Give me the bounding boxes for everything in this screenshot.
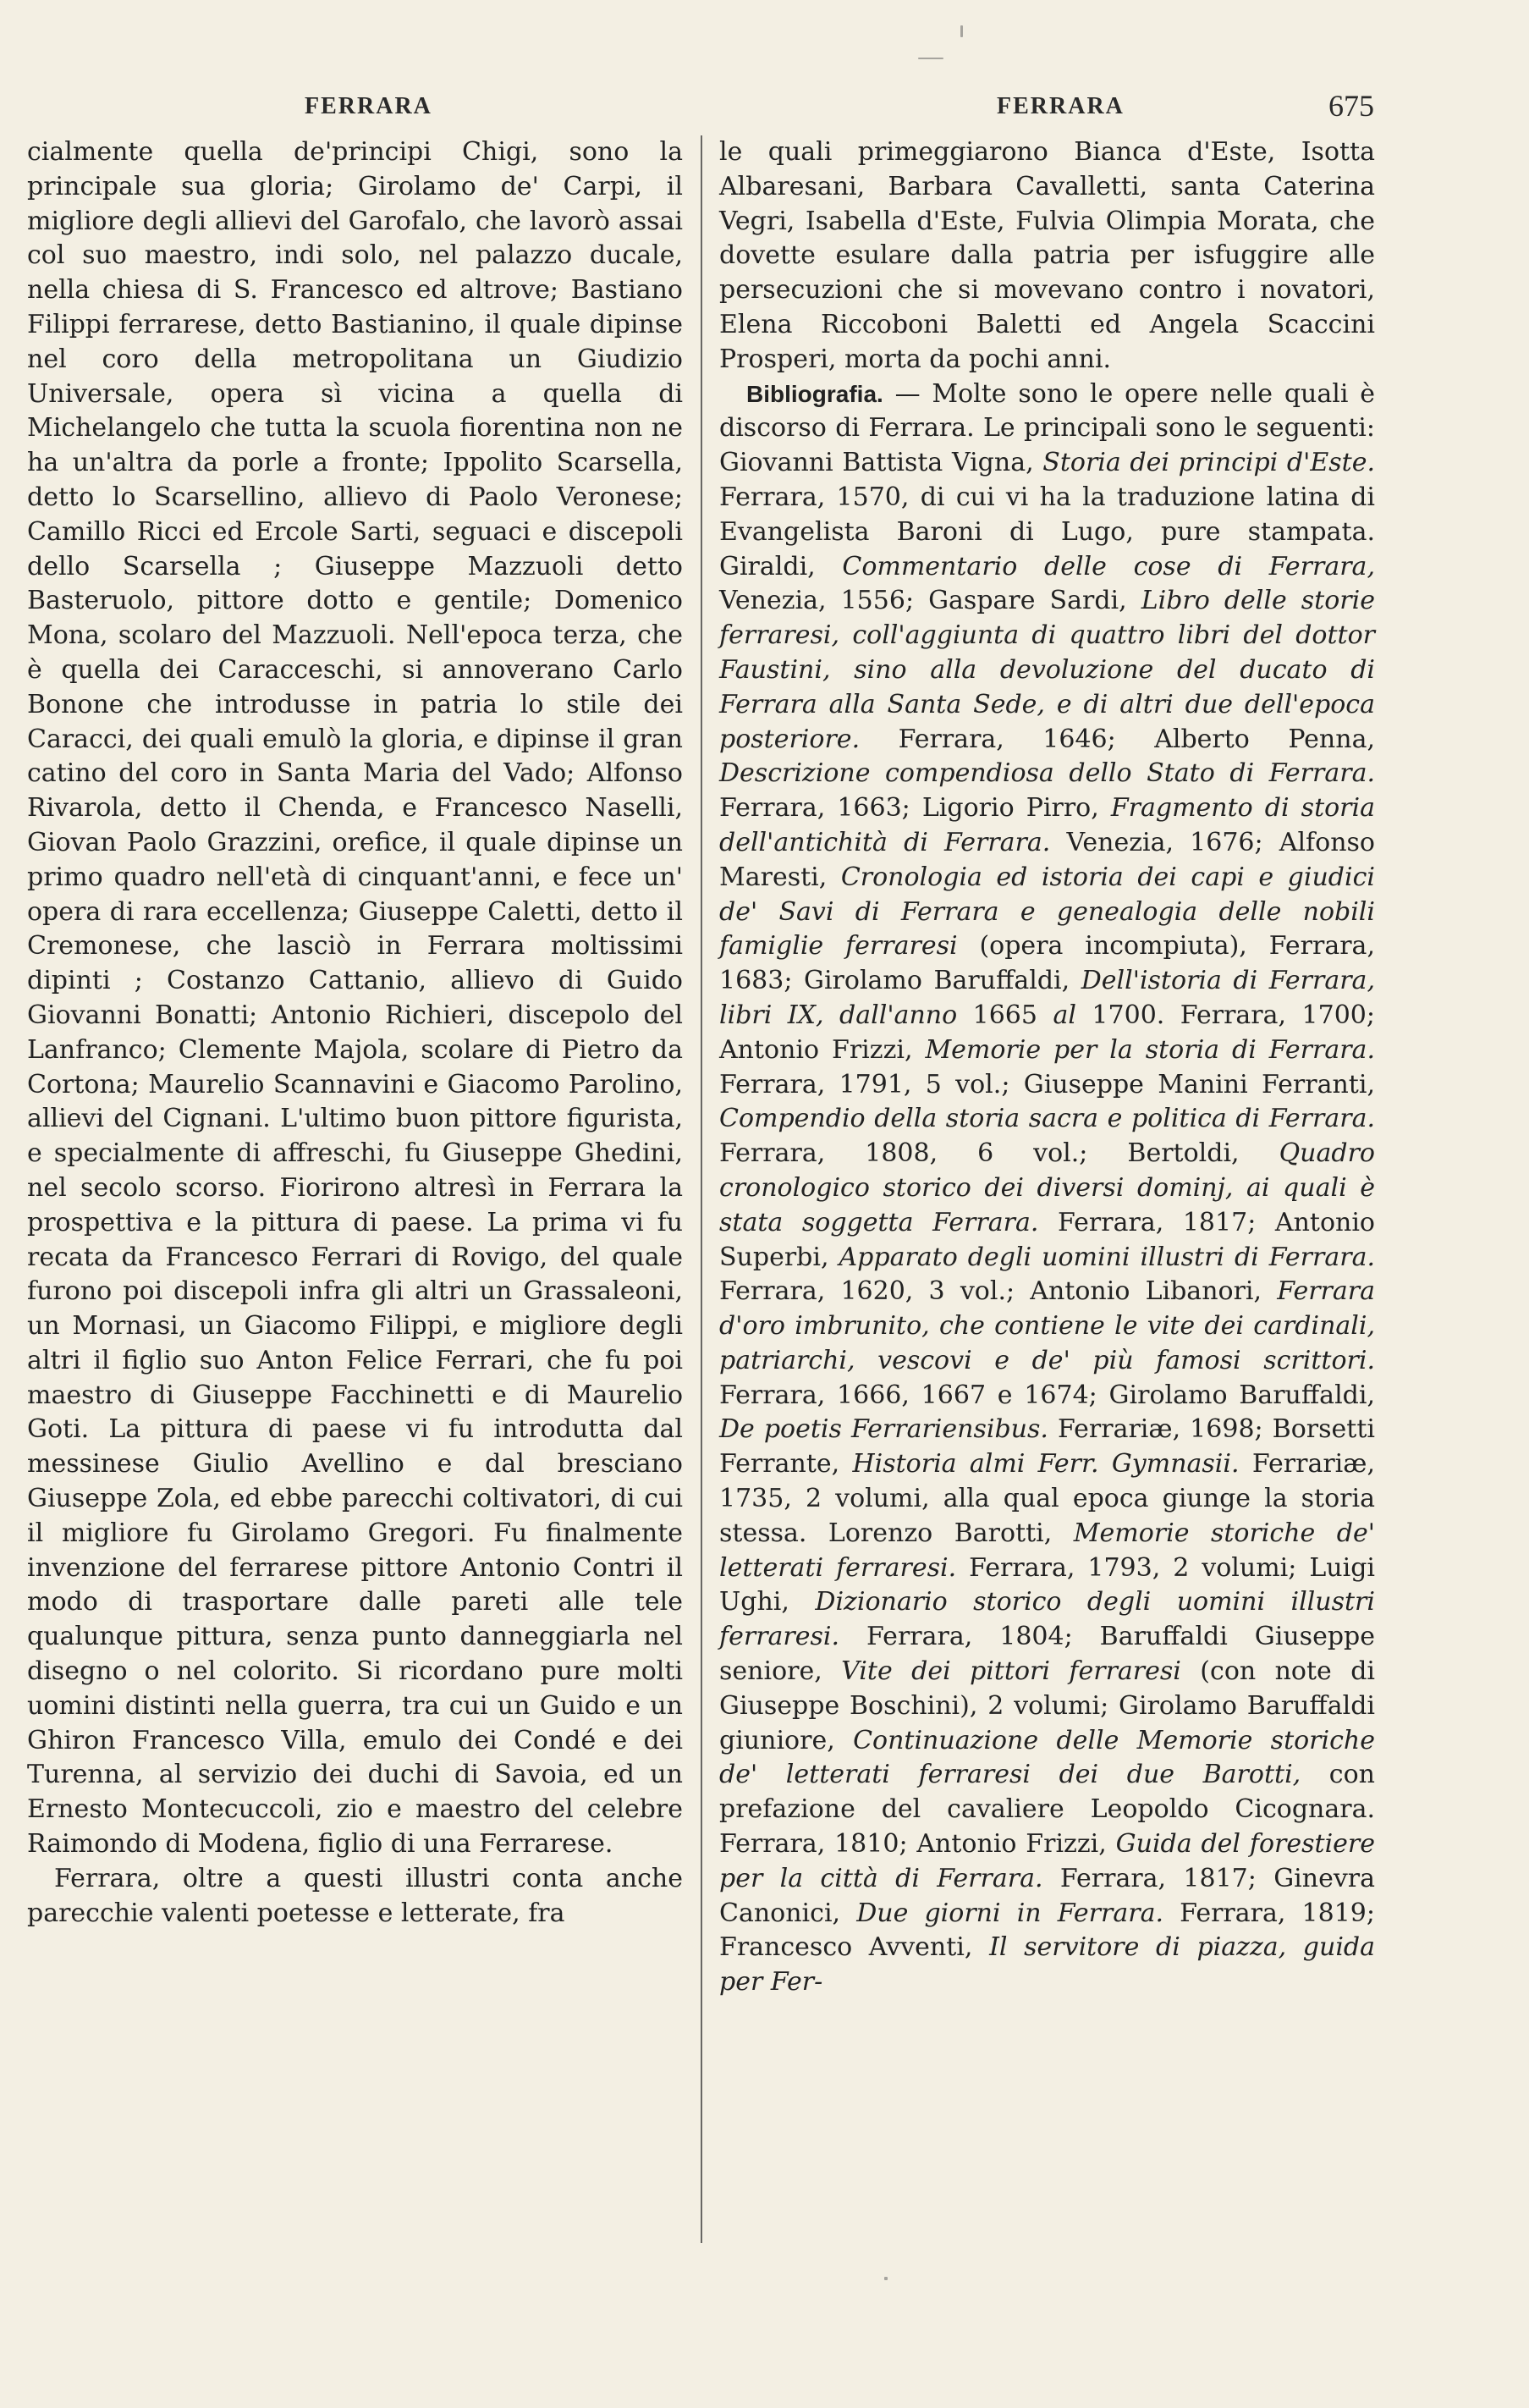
bibliography-text: Ferrara, 1804; Baruffaldi Giuseppe seniore,: [719, 1622, 1375, 1687]
bibliography-title: Il servitore di piazza, guida per Fer-: [719, 1932, 1376, 1997]
bibliography-text: Ferrara, 1808, 6 vol.; Bertoldi,: [719, 1138, 1279, 1169]
bibliography-title: Dizionario storico degli uomini illustri ferraresi.: [719, 1587, 1375, 1652]
bibliography-text: Ferrara, 1793, 2 volumi; Luigi Ughi,: [719, 1552, 1375, 1617]
bibliography-text: (con note di Giuseppe Boschini), 2 volumi; Girolamo Baruffaldi giuniore,: [719, 1656, 1375, 1755]
column-divider: [701, 135, 702, 2243]
running-head-right: FERRARA: [997, 93, 1125, 119]
paper-speck: [960, 25, 963, 37]
bibliography-title: Ferrara d'oro imbrunito, che contiene le vite dei cardinali, patriarchi, vescovi e de' più famosi scrittori.: [719, 1276, 1375, 1375]
bibliography-text: Ferrariæ, 1698; Borsetti Ferrante,: [719, 1414, 1375, 1480]
bibliography-title: Apparato degli uomini illustri di Ferrara.: [839, 1242, 1375, 1272]
bibliography-text: 1665: [957, 1000, 1053, 1030]
bibliography-title: Due giorni in Ferrara.: [856, 1898, 1164, 1928]
bibliography-text: Ferrara, 1620, 3 vol.; Antonio Libanori,: [719, 1276, 1278, 1307]
bibliography-text: Ferrara, 1666, 1667 e 1674; Girolamo Baruffaldi,: [719, 1380, 1375, 1410]
bibliography-title: Quadro cronologico storico dei diversi dominj, ai quali è stata soggetta Ferrara.: [719, 1138, 1375, 1237]
bibliography-text: — Molte sono le opere nelle quali è discorso di Ferrara. Le principali sono le seguenti: Giovanni Battista Vigna,: [719, 378, 1375, 478]
bibliography-text: (opera incompiuta), Ferrara, 1683; Girolamo Baruffaldi,: [719, 931, 1375, 996]
bibliography-text: Ferrara, 1817; Ginevra Canonici,: [719, 1863, 1375, 1928]
bibliography-text: Ferrara, 1646; Alberto Penna,: [860, 724, 1375, 754]
bibliography-title: Memorie storiche de' letterati ferraresi.: [719, 1518, 1375, 1583]
bibliography-title: Guida del forestiere per la città di Ferrara.: [719, 1829, 1376, 1893]
bibliography-text: Ferrara, 1663; Ligorio Pirro,: [719, 793, 1111, 824]
paper-speck: [884, 2277, 888, 2280]
page-number: 675: [1328, 89, 1374, 123]
bibliography-text: Venezia, 1676; Alfonso Maresti,: [719, 827, 1375, 892]
bibliography-title: Libro delle storie ferraresi, coll'aggiunta di quattro libri del dottor Faustini, sino alla devoluzione del ducato di Ferrara alla Santa Sede, e di altri due dell'epoca posteriore.: [719, 586, 1375, 754]
bibliography-title: De poetis Ferrariensibus.: [719, 1414, 1048, 1445]
bibliography-body: [719, 379, 1375, 1997]
right-column: [719, 135, 1375, 2000]
bibliography-title: Fragmento di storia dell'antichità di Ferrara.: [719, 793, 1376, 857]
bibliography-title: Continuazione delle Memorie storiche de' letterati ferraresi dei due Barotti,: [719, 1725, 1375, 1790]
bibliography-heading: Bibliografia.: [746, 380, 883, 407]
bibliography-title: Storia dei principi d'Este.: [1042, 448, 1375, 478]
right-paragraph-1: le quali primeggiarono Bianca d'Este, Isotta Albaresani, Barbara Cavalletti, santa Caterina Vegri, Isabella d'Este, Fulvia Olimpia Morata, che dovette esulare dalla patria per isfuggire alle persecuzioni che si movevano contro i novatori, Elena Riccoboni Baletti ed Angela Scaccini Prosperi, morta da pochi anni.: [719, 137, 1375, 374]
bibliography-text: Ferrara, 1817; Antonio Superbi,: [719, 1207, 1375, 1272]
left-paragraph-1: cialmente quella de'principi Chigi, sono la principale sua gloria; Girolamo de' Carpi, il migliore degli allievi del Garofalo, che lavorò assai col suo maestro, indi solo, nel palazzo ducale, nella chiesa di S. Francesco ed altrove; Bastiano Filippi ferrarese, detto Bastianino, il quale dipinse nel coro della metropolitana un Giudizio Universale, opera sì vicina a quella di Michelangelo che tutta la scuola fiorentina non ne ha un'altra da porle a fronte; Ippolito Scarsella, detto lo Scarsellino, allievo di Paolo Veronese; Camillo Ricci ed Ercole Sarti, seguaci e discepoli dello Scarsella ; Giuseppe Mazzuoli detto Basteruolo, pittore dotto e gentile; Domenico Mona, scolaro del Mazzuoli. Nell'epoca terza, che è quella dei Caracceschi, si annoverano Carlo Bonone che introdusse in patria lo stile dei Caracci, dei quali emulò la gloria, e dipinse il gran catino del coro in Santa Maria del Vado; Alfonso Rivarola, detto il Chenda, e Francesco Naselli, Giovan Paolo Grazzini, orefice, il quale dipinse un primo quadro nell'età di cinquant'anni, e fece un' opera di rara eccellenza; Giuseppe Caletti, detto il Cremonese, che lasciò in Ferrara moltissimi dipinti ; Costanzo Cattanio, allievo di Guido Giovanni Bonatti; Antonio Richieri, discepolo del Lanfranco; Clemente Majola, scolare di Pietro da Cortona; Maurelio Scannavini e Giacomo Parolino, allievi del Cignani. L'ultimo buon pittore figurista, e specialmente di affreschi, fu Giuseppe Ghedini, nel secolo scorso. Fiorirono altresì in Ferrara la prospettiva e la pittura di paese. La prima vi fu recata da Francesco Ferrari di Rovigo, del quale furono poi discepoli infra gli altri un Grassaleoni, un Mornasi, un Giacomo Filippi, e migliore degli altri il figlio suo Anton Felice Ferrari, che fu poi maestro di Giuseppe Facchinetti e di Maurelio Goti. La pittura di paese vi fu introdutta dal messinese Giulio Avellino e dal bresciano Giuseppe Zola, ed ebbe parecchi coltivatori, di cui il migliore fu Girolamo Gregori. Fu finalmente invenzione del ferrarese pittore Antonio Contri il modo di trasportare dalle pareti alle tele qualunque pittura, senza punto danneggiarla nel disegno o nel colorito. Si ricordano pure molti uomini distinti nella guerra, tra cui un Guido e un Ghiron Francesco Villa, emulo dei Condé e dei Turenna, al servizio dei duchi di Savoia, ed un Ernesto Montecuccoli, zio e maestro del celebre Raimondo di Modena, figlio di una Ferrarese.: [27, 137, 683, 1860]
bibliography-title: Dell'istoria di Ferrara, libri IX, dall'anno: [719, 966, 1375, 1030]
bibliography-title: Descrizione compendiosa dello Stato di Ferrara.: [719, 758, 1375, 789]
bibliography-title: Memorie per la storia di Ferrara.: [925, 1034, 1375, 1065]
bibliography-title: Compendio della storia sacra e politica di Ferrara.: [719, 1104, 1375, 1134]
bibliography-title: al: [1053, 1000, 1076, 1030]
bibliography-title: Historia almi Ferr. Gymnasii.: [852, 1449, 1240, 1480]
left-column: [27, 135, 683, 1931]
bibliography-title: Commentario delle cose di Ferrara,: [842, 551, 1375, 581]
bibliography-text: Ferrara, 1791, 5 vol.; Giuseppe Manini Ferranti,: [719, 1069, 1375, 1099]
paper-speck: [918, 58, 943, 59]
running-head-left: FERRARA: [305, 93, 432, 119]
bibliography-title: Cronologia ed istoria dei capi e giudici de' Savi di Ferrara e genealogia delle nobili famiglie ferraresi: [719, 862, 1375, 962]
bibliography-text: Ferrara, 1819; Francesco Avventi,: [719, 1898, 1375, 1963]
bibliography-text: Venezia, 1556; Gaspare Sardi,: [719, 586, 1141, 616]
left-paragraph-2: Ferrara, oltre a questi illustri conta anche parecchie valenti poetesse e letterate, fra: [27, 1863, 683, 1928]
bibliography-text: Ferrariæ, 1735, 2 volumi, alla qual epoca giunge la storia stessa. Lorenzo Barotti,: [719, 1449, 1375, 1548]
bibliography-paragraph: [719, 377, 1375, 2000]
bibliography-title: Vite dei pittori ferraresi: [841, 1656, 1181, 1687]
bibliography-text: 1700. Ferrara, 1700; Antonio Frizzi,: [719, 1000, 1375, 1065]
bibliography-text: con prefazione del cavaliere Leopoldo Cicognara. Ferrara, 1810; Antonio Frizzi,: [719, 1760, 1375, 1860]
bibliography-text: Ferrara, 1570, di cui vi ha la traduzione latina di Evangelista Baroni di Lugo, pure stampata. Giraldi,: [719, 482, 1375, 581]
